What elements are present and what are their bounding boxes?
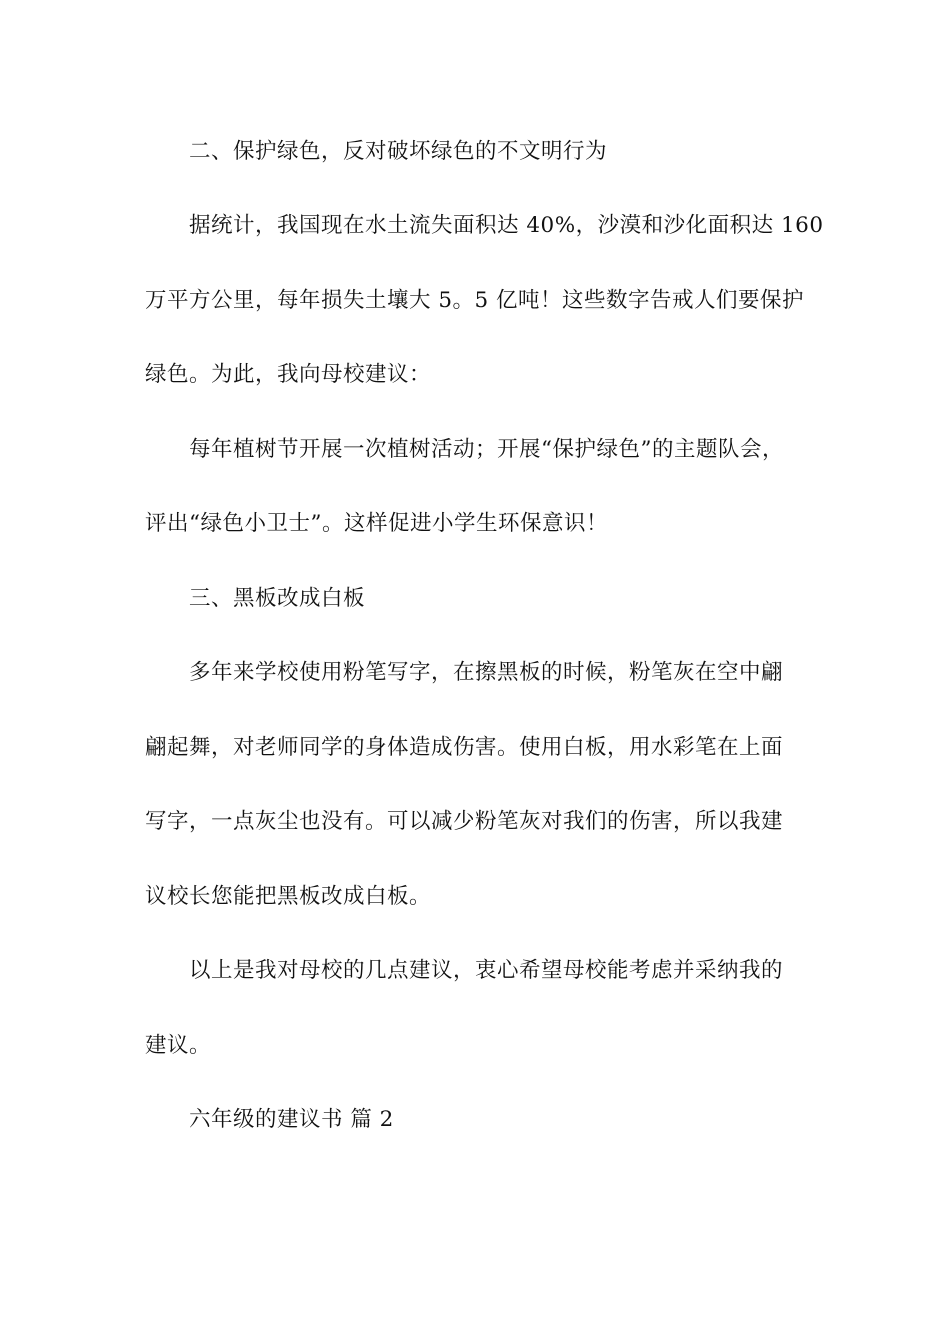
paragraph-line: 议校长您能把黑板改成白板。 <box>145 884 432 909</box>
paragraph-line: 绿色。为此，我向母校建议： <box>145 362 432 387</box>
paragraph-line: 据统计，我国现在水土流失面积达 40%，沙漠和沙化面积达 160 <box>189 213 824 238</box>
paragraph-line: 评出“绿色小卫士”。这样促进小学生环保意识！ <box>145 511 608 536</box>
section-heading-protect-green: 二、保护绿色，反对破坏绿色的不文明行为 <box>189 139 608 164</box>
paragraph-line: 建议。 <box>145 1033 212 1058</box>
paragraph-line: 翩起舞，对老师同学的身体造成伤害。使用白板，用水彩笔在上面 <box>145 735 784 760</box>
article-title: 六年级的建议书 篇 2 <box>189 1107 394 1132</box>
section-heading-whiteboard: 三、黑板改成白板 <box>189 586 366 611</box>
paragraph-line: 以上是我对母校的几点建议，衷心希望母校能考虑并采纳我的 <box>189 958 784 983</box>
paragraph-line: 每年植树节开展一次植树活动；开展“保护绿色”的主题队会， <box>189 437 784 462</box>
paragraph-line: 万平方公里，每年损失土壤大 5。5 亿吨！这些数字告戒人们要保护 <box>145 288 805 313</box>
paragraph-line: 写字，一点灰尘也没有。可以减少粉笔灰对我们的伤害，所以我建 <box>145 809 784 834</box>
paragraph-line: 多年来学校使用粉笔写字，在擦黑板的时候，粉笔灰在空中翩 <box>189 660 784 685</box>
